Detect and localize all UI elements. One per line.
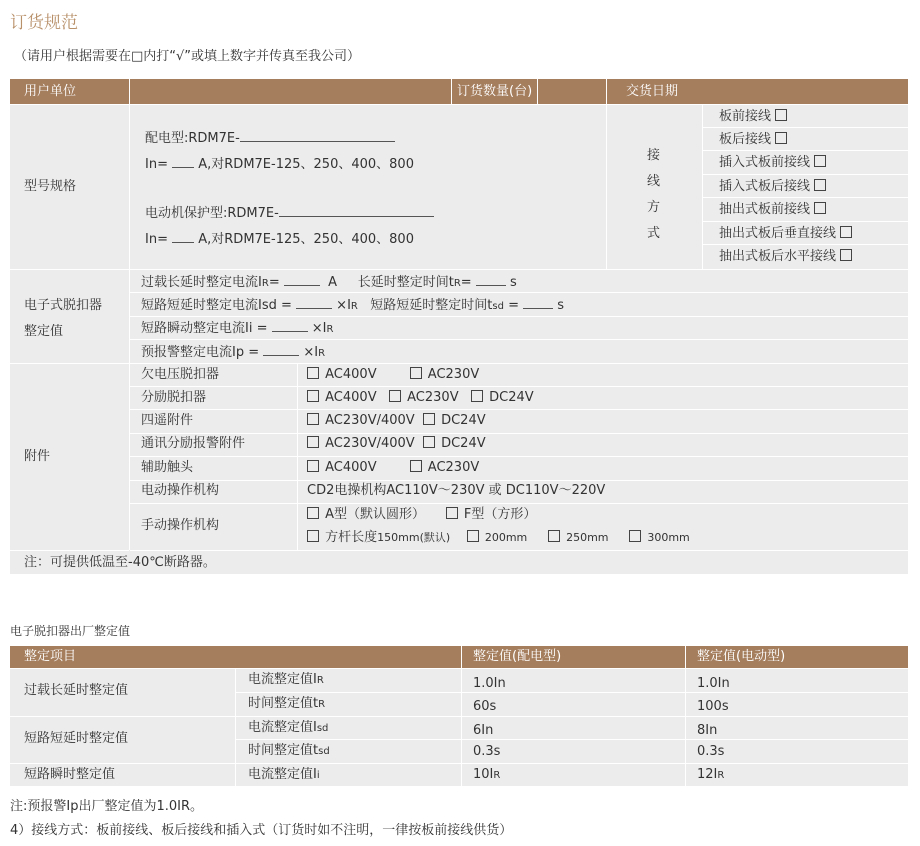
- checkbox[interactable]: [814, 155, 826, 167]
- header-user-unit: 用户单位: [24, 84, 77, 99]
- checkbox[interactable]: [307, 507, 319, 519]
- trip-row-4[interactable]: 预报警整定电流Ip = ×IR: [141, 345, 326, 360]
- manual-operator-options-2[interactable]: 方杆长度150mm(默认) 200mm 250mm 300mm: [307, 530, 690, 546]
- checkbox[interactable]: [840, 226, 852, 238]
- model-line4: In= A,对RDM7E-125、250、400、800: [145, 232, 414, 247]
- page-title: 订货规范: [10, 13, 78, 33]
- accessory-label: 附件: [24, 449, 51, 464]
- factory-item: 电流整定值Isd: [248, 720, 329, 735]
- checkbox[interactable]: [840, 249, 852, 261]
- factory-item: 时间整定值tsd: [248, 743, 330, 758]
- factory-header-item: 整定项目: [24, 649, 77, 664]
- manual-operator-options-1[interactable]: A型（默认圆形） F型（方形）: [307, 507, 536, 523]
- wiring-option-3[interactable]: 插入式板前接线: [719, 155, 828, 171]
- checkbox[interactable]: [307, 413, 319, 425]
- factory-value-motor: 0.3s: [697, 744, 725, 759]
- accessory-name: 四遥附件: [141, 413, 194, 428]
- factory-value-distribution: 60s: [473, 699, 497, 714]
- checkbox[interactable]: [423, 436, 435, 448]
- checkbox[interactable]: [389, 390, 401, 402]
- factory-group-name: 短路短延时整定值: [24, 731, 129, 746]
- checkbox[interactable]: [775, 109, 787, 121]
- wiring-option-1[interactable]: 板前接线: [719, 109, 789, 125]
- accessory-name: 欠电压脱扣器: [141, 367, 220, 382]
- wiring-label-3: 方: [647, 200, 661, 215]
- factory-header-distribution: 整定值(配电型): [473, 649, 562, 664]
- wiring-label-1: 接: [647, 148, 661, 163]
- checkbox[interactable]: [629, 530, 641, 542]
- accessory-name: 通讯分励报警附件: [141, 436, 246, 451]
- accessory-options[interactable]: AC400V AC230V: [307, 367, 479, 383]
- accessory-options[interactable]: AC400V AC230V: [307, 460, 479, 476]
- manual-operator-name: 手动操作机构: [141, 518, 220, 533]
- model-label: 型号规格: [24, 179, 77, 194]
- factory-group-name: 过载长延时整定值: [24, 683, 129, 698]
- checkbox[interactable]: [467, 530, 479, 542]
- checkbox[interactable]: [410, 460, 422, 472]
- factory-item: 电流整定值Ii: [248, 767, 320, 782]
- trip-row-1[interactable]: 过载长延时整定电流IR= A 长延时整定时间tR= s: [141, 275, 517, 290]
- wiring-option-7[interactable]: 抽出式板后水平接线: [719, 249, 854, 265]
- accessory-options[interactable]: AC230V/400V DC24V: [307, 413, 486, 429]
- checkbox[interactable]: [307, 460, 319, 472]
- factory-section-title: 电子脱扣器出厂整定值: [10, 624, 131, 638]
- trip-label-2: 整定值: [24, 324, 64, 339]
- checkbox[interactable]: [548, 530, 560, 542]
- order-footnote: 注：可提供低温至-40℃断路器。: [24, 555, 216, 570]
- trip-row-2[interactable]: 短路短延时整定电流Isd = ×IR 短路短延时整定时间tsd = s: [141, 298, 565, 313]
- factory-value-distribution: 10IR: [473, 767, 501, 782]
- checkbox[interactable]: [775, 132, 787, 144]
- checkbox[interactable]: [307, 436, 319, 448]
- factory-value-distribution: 0.3s: [473, 744, 501, 759]
- header-qty: 订货数量(台): [457, 84, 533, 99]
- model-line1: 配电型:RDM7E-: [145, 129, 395, 147]
- accessory-options[interactable]: AC400V AC230V DC24V: [307, 390, 534, 406]
- checkbox[interactable]: [307, 390, 319, 402]
- wiring-label-2: 线: [647, 174, 661, 189]
- wiring-note: 4）接线方式：板前接线、板后接线和插入式（订货时如不注明，一律按板前接线供货）: [10, 823, 513, 838]
- accessory-name: 分励脱扣器: [141, 390, 207, 405]
- wiring-label-4: 式: [647, 226, 661, 241]
- checkbox[interactable]: [410, 367, 422, 379]
- motor-operator-value: CD2电操机构AC110V～230V 或 DC110V～220V: [307, 483, 606, 498]
- wiring-option-5[interactable]: 抽出式板前接线: [719, 202, 828, 218]
- factory-group-name: 短路瞬时整定值: [24, 767, 116, 782]
- checkbox[interactable]: [307, 367, 319, 379]
- wiring-option-6[interactable]: 抽出式板后垂直接线: [719, 226, 854, 242]
- accessory-options[interactable]: AC230V/400V DC24V: [307, 436, 486, 452]
- factory-note: 注:预报警Ip出厂整定值为1.0IR。: [10, 799, 204, 814]
- checkbox[interactable]: [423, 413, 435, 425]
- header-date: 交货日期: [626, 84, 679, 99]
- factory-value-distribution: 6In: [473, 723, 494, 738]
- trip-label-1: 电子式脱扣器: [24, 298, 103, 313]
- motor-operator-name: 电动操作机构: [141, 483, 220, 498]
- factory-item: 电流整定值IR: [248, 672, 324, 687]
- checkbox[interactable]: [814, 179, 826, 191]
- page-subtitle: （请用户根据需要在□内打“√”或填上数字并传真至我公司）: [14, 49, 361, 64]
- factory-item: 时间整定值tR: [248, 696, 326, 711]
- factory-header-motor: 整定值(电动型): [697, 649, 786, 664]
- factory-value-distribution: 1.0In: [473, 676, 506, 691]
- model-line3: 电动机保护型:RDM7E-: [145, 204, 434, 222]
- checkbox[interactable]: [446, 507, 458, 519]
- factory-value-motor: 100s: [697, 699, 729, 714]
- checkbox[interactable]: [814, 202, 826, 214]
- model-line2: In= A,对RDM7E-125、250、400、800: [145, 157, 414, 172]
- factory-value-motor: 12IR: [697, 767, 725, 782]
- order-table: [10, 79, 908, 574]
- checkbox[interactable]: [307, 530, 319, 542]
- factory-value-motor: 8In: [697, 723, 718, 738]
- wiring-option-2[interactable]: 板后接线: [719, 132, 789, 148]
- wiring-option-4[interactable]: 插入式板后接线: [719, 179, 828, 195]
- factory-value-motor: 1.0In: [697, 676, 730, 691]
- accessory-name: 辅助触头: [141, 460, 194, 475]
- checkbox[interactable]: [471, 390, 483, 402]
- factory-table: [10, 646, 908, 786]
- trip-row-3[interactable]: 短路瞬动整定电流Ii = ×IR: [141, 321, 334, 336]
